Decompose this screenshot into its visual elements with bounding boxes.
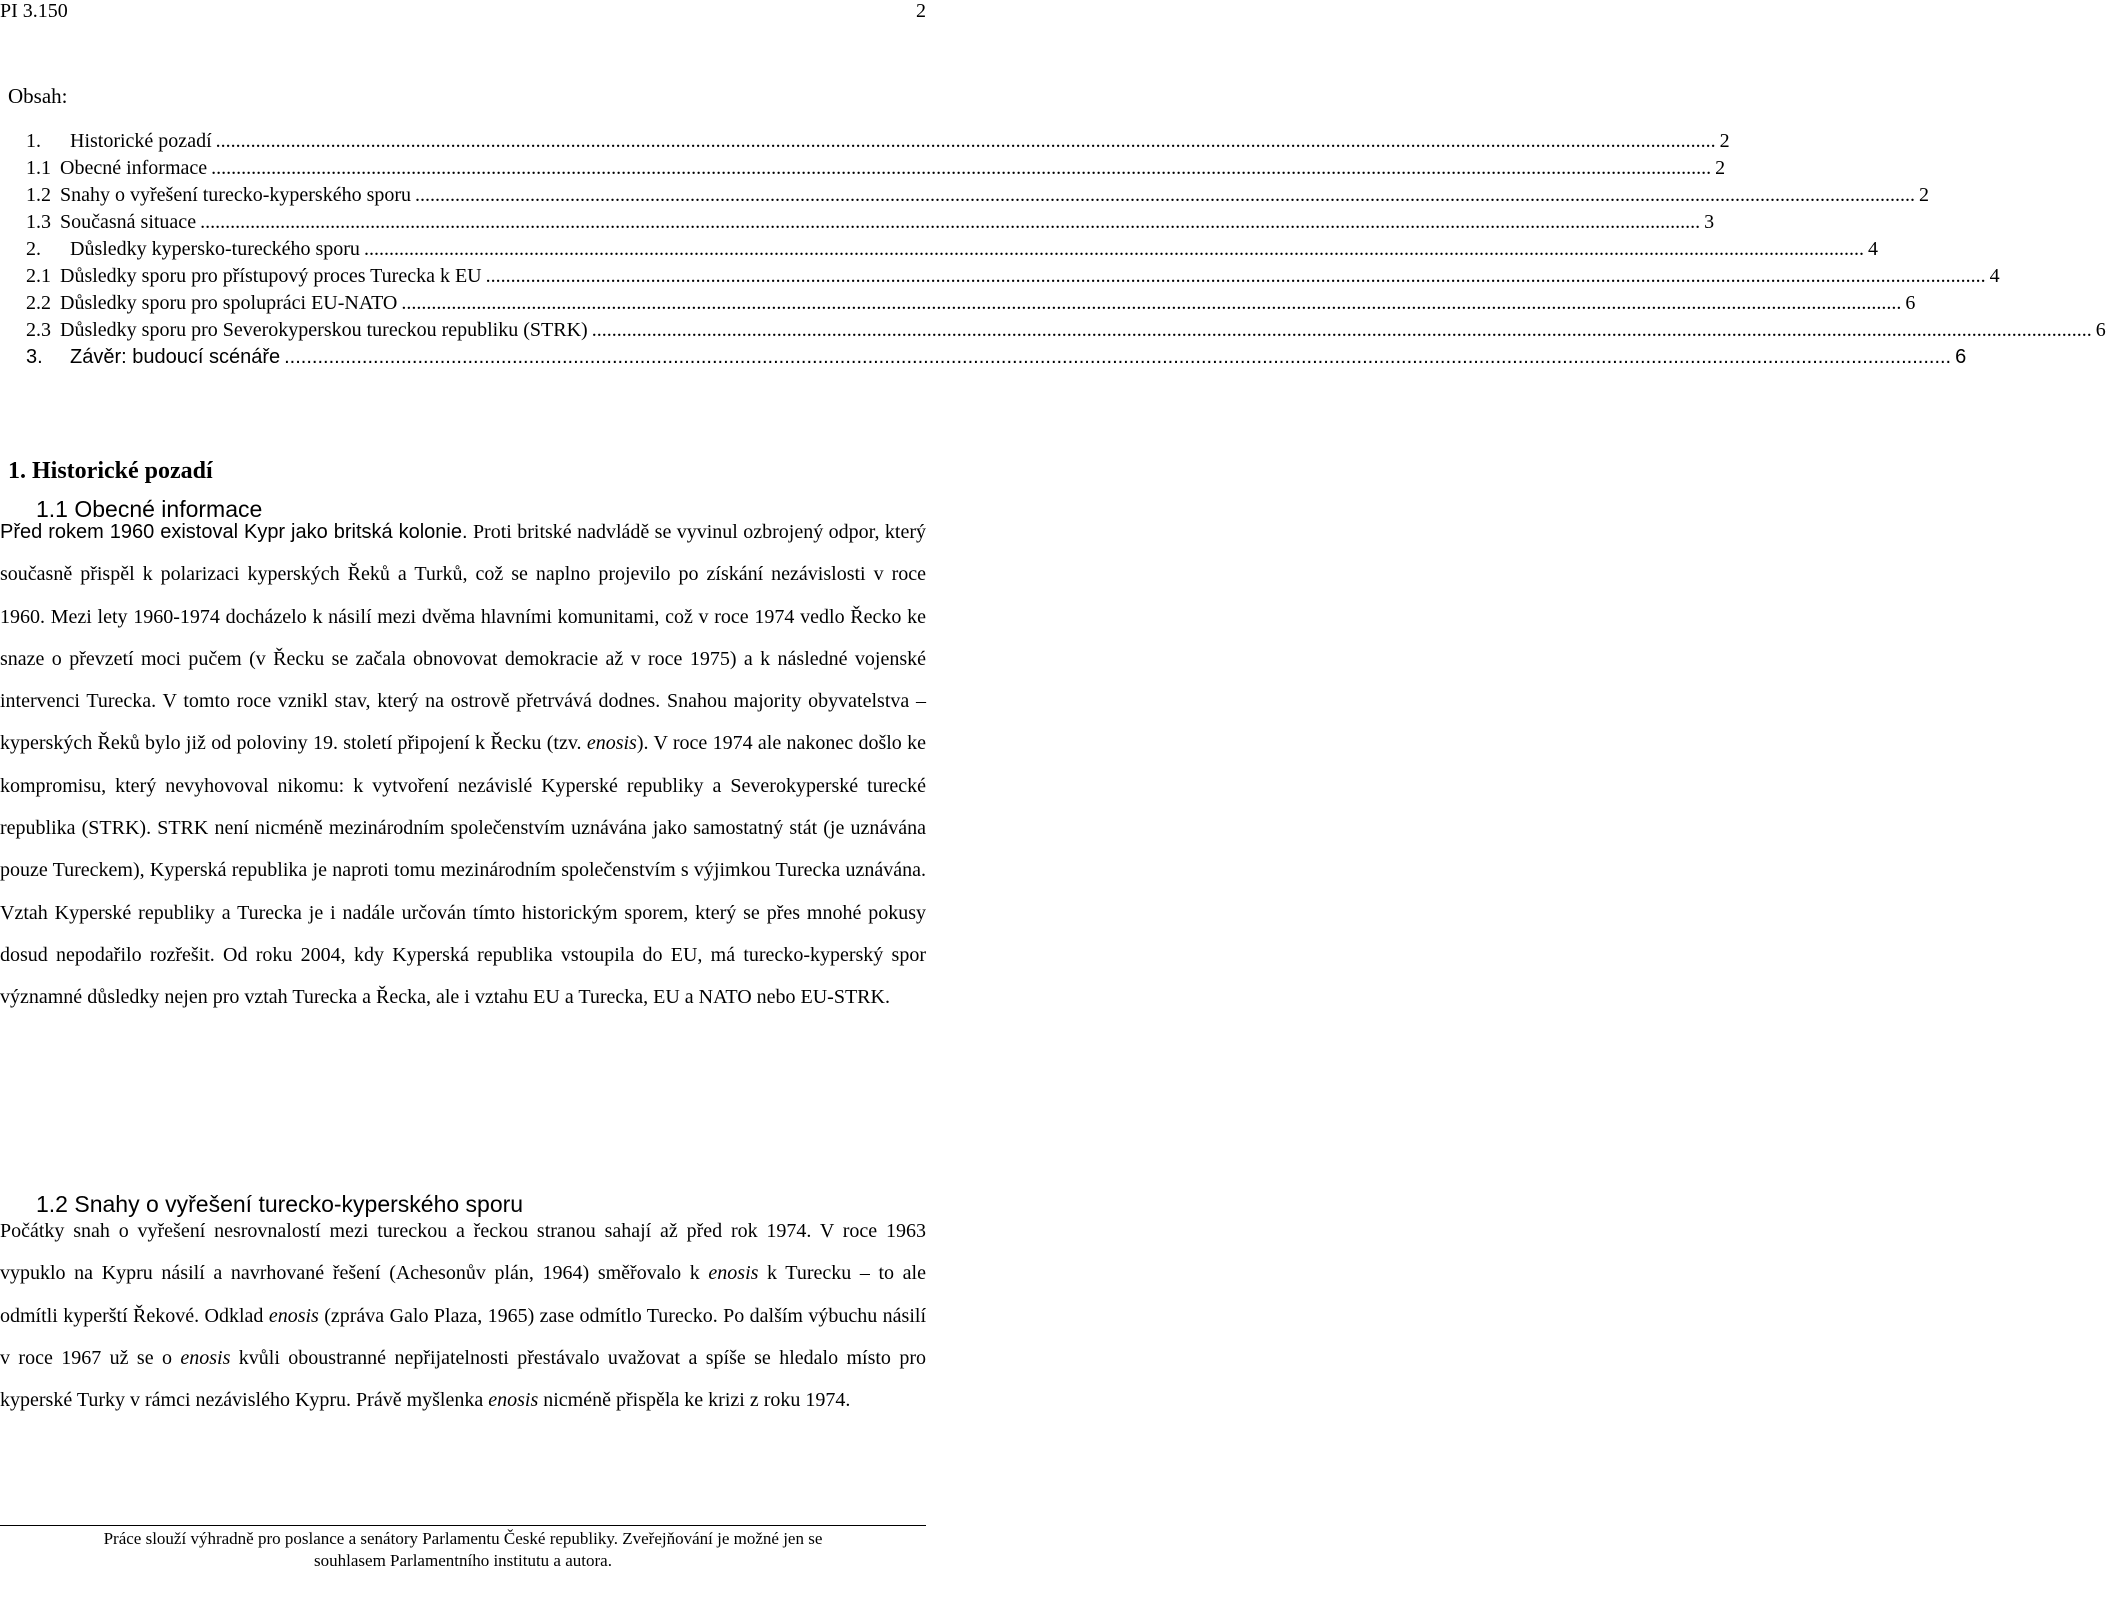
toc-leader-dots: ............................................................................................................................................................................................................................................................................................................ [485, 265, 1986, 287]
toc-item-page: 6 [1905, 292, 1916, 314]
toc-item-number: 1. [26, 130, 41, 152]
toc-item-label: Důsledky sporu pro spolupráci EU-NATO [60, 292, 398, 314]
toc-item-page: 4 [1867, 238, 1878, 260]
paragraph-text: k Turecku – to ale odmítli kyperští Řekové. Odklad [0, 1262, 926, 1327]
toc-leader-dots: ............................................................................................................................................................................................................................................................................................................ [401, 292, 1902, 314]
footer-line: souhlasem Parlamentního institutu a autora. [314, 1551, 612, 1570]
toc-item-label: Důsledky sporu pro Severokyperskou tureckou republiku (STRK) [60, 319, 588, 341]
toc-item[interactable] [26, 209, 1715, 236]
toc-leader-dots: ............................................................................................................................................................................................................................................................................................................ [211, 157, 1712, 179]
toc-item[interactable] [26, 290, 1916, 317]
toc-item-number: 1.2 [26, 184, 51, 206]
toc-item-page: 6 [2095, 319, 2106, 341]
toc-item-number: 2.3 [26, 319, 51, 341]
paragraph-text: kvůli oboustranné nepřijatelnosti přestávalo uvažovat a spíše se hledalo místo pro kyperské Turky v rámci nezávislého Kypru. Právě myšlenka [0, 1346, 926, 1412]
paragraph-general-info [0, 511, 926, 1019]
toc-item-page: 4 [1989, 265, 2000, 287]
paragraph-lead: Před rokem 1960 existoval Kypr jako britská kolonie. [0, 521, 468, 543]
header-page-number: 2 [916, 0, 926, 22]
toc-item[interactable] [26, 263, 2000, 290]
toc-leader-dots: ............................................................................................................................................................................................................................................................................................................ [215, 130, 1716, 152]
italic-term: enosis [708, 1262, 759, 1285]
toc-item-page: 6 [1955, 346, 1967, 368]
toc-item-label: Současná situace [60, 211, 197, 233]
toc-item-page: 3 [1704, 211, 1715, 233]
toc-item-label: Závěr: budoucí scénáře [70, 346, 281, 368]
toc-item[interactable] [26, 236, 1878, 263]
toc-item-number: 1.1 [26, 157, 51, 179]
toc-item-label: Důsledky sporu pro přístupový proces Turecka k EU [60, 265, 482, 287]
toc-item-label: Důsledky kypersko-tureckého sporu [70, 238, 360, 260]
toc-leader-dots: ............................................................................................................................................................................................................................................................................................................ [363, 238, 1864, 260]
paragraph-text: Mezi lety 1960-1974 docházelo k násilí mezi dvěma hlavními komunitami, což v roce 1974 vedlo Řecko ke snaze o převzetí moci pučem (v Řecku se začala obnovovat demokracie až v roce 1975) a k následné vojenské intervenci Turecka. V tomto roce vznikl stav, který na ostrově přetrvává dodnes. Snahou majority obyvatelstva – kyperských Řeků bylo již od poloviny 19. století připojení k Řecku (tzv. [0, 605, 926, 755]
toc-item-number: 3. [26, 346, 43, 368]
toc-item[interactable] [26, 344, 1967, 371]
toc-item-page: 2 [1719, 130, 1730, 152]
paragraph-text: nicméně přispěla ke krizi z roku 1974. [538, 1389, 851, 1412]
paragraph-text: Počátky snah o vyřešení nesrovnalostí mezi tureckou a řeckou stranou sahají až před rok 1974. V roce 1963 vypuklo na Kypru násilí a navrhované řešení (Achesonův plán, 1964) směřovalo k [0, 1220, 926, 1285]
toc-item[interactable] [26, 155, 1726, 182]
paragraph-text: (zpráva Galo Plaza, 1965) zase odmítlo Turecko. Po dalším výbuchu násilí v roce 1967 už se o [0, 1304, 926, 1369]
toc-item-number: 2. [26, 238, 41, 260]
toc-item-label: Obecné informace [60, 157, 208, 179]
toc-leader-dots: ............................................................................................................................................................................................................................................................................................................ [591, 319, 2092, 341]
toc-item[interactable] [26, 128, 1730, 155]
header-doc-id: PI 3.150 [0, 0, 68, 22]
subsection-heading: 1.1 Obecné informace [36, 496, 263, 522]
toc-item-page: 2 [1715, 157, 1726, 179]
toc-leader-dots: ............................................................................................................................................................................................................................................................................................................ [200, 211, 1701, 233]
italic-term: enosis [268, 1304, 319, 1327]
toc-item-label: Snahy o vyřešení turecko-kyperského sporu [60, 184, 412, 206]
toc-item[interactable] [26, 182, 1930, 209]
paragraph-text: projevilo po získání nezávislosti v roce 1960. [0, 563, 926, 628]
section-heading: 1. Historické pozadí [8, 458, 213, 484]
toc-leader-dots: ............................................................................................................................................................................................................................................................................................................ [284, 346, 1952, 368]
toc-item-number: 1.3 [26, 211, 51, 233]
toc-leader-dots: ............................................................................................................................................................................................................................................................................................................ [415, 184, 1916, 206]
italic-term: enosis [488, 1389, 539, 1412]
toc-item-number: 2.1 [26, 265, 51, 287]
paragraph-text: Proti britské nadvládě se vyvinul ozbrojený odpor, který současně přispěl k polarizaci kyperských Řeků a Turků, což se naplno [0, 521, 927, 586]
paragraph-text: ). V roce 1974 ale nakonec došlo ke kompromisu, který nevyhovoval nikomu: k vytvoření nezávislé Kyperské republiky a Severokyperské turecké republika (STRK). STRK není nicméně mezinárodním společenstvím uznávána jako samostatný stát (je uznávána pouze Tureckem), Kyperská republika je naproti tomu mezinárodním společenstvím s výjimkou Turecka uznávána. Vztah Kyperské republiky a Turecka je i nadále určován tímto historickým sporem, který se přes mnohé pokusy dosud nepodařilo rozřešit. Od roku 2004, kdy Kyperská republika vstoupila do EU, má turecko-kyperský spor významné důsledky nejen pro vztah Turecka a Řecka, ale i vztahu EU a Turecka, EU a NATO nebo EU-STRK. [0, 732, 927, 1009]
italic-term: enosis [586, 732, 637, 755]
italic-term: enosis [180, 1346, 231, 1369]
toc-item-label: Historické pozadí [70, 130, 212, 152]
footer-line: Práce slouží výhradně pro poslance a senátory Parlamentu České republiky. Zveřejňování je možné jen se [103, 1529, 823, 1548]
toc-item-page: 2 [1919, 184, 1930, 206]
toc-item-number: 2.2 [26, 292, 51, 314]
subsection-heading: 1.2 Snahy o vyřešení turecko-kyperského sporu [36, 1191, 524, 1217]
footer-divider [0, 1525, 926, 1526]
footer-notice [0, 1528, 926, 1572]
toc-item[interactable] [26, 317, 2106, 344]
paragraph-resolution-efforts [0, 1210, 926, 1421]
toc-title: Obsah: [8, 84, 68, 108]
